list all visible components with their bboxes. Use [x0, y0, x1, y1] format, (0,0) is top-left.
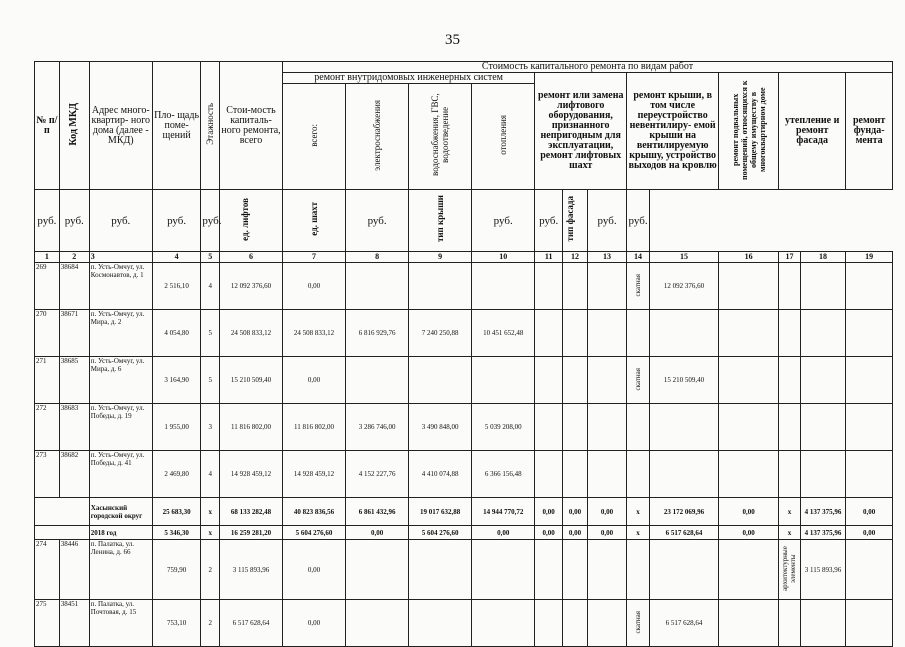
cell-l3 [587, 310, 626, 357]
cell-roof_type [627, 404, 650, 451]
unit-water: руб. [152, 190, 201, 252]
cell-l3 [587, 404, 626, 451]
cell-fac_type [779, 451, 801, 498]
header-total-cost: Стои-мость капиталь- ного ремонта, всего [219, 62, 282, 190]
total-el: 6 861 432,96 [346, 498, 409, 526]
cell-roof [649, 404, 718, 451]
cell-fnd [846, 404, 893, 451]
total-el: 0,00 [346, 526, 409, 540]
cell-fac_type [779, 404, 801, 451]
cell-addr: п. Усть-Омчуг, ул. Победы, д. 41 [89, 451, 152, 498]
header-elevator: ремонт или замена лифтового оборудования, признанного непригодным для эксплуатации, ремонт лифтовых шахт [535, 73, 627, 190]
total-l3: 0,00 [587, 498, 626, 526]
cell-area: 3 164,90 [152, 357, 201, 404]
cell-eng: 0,00 [283, 263, 346, 310]
cell-code: 38446 [59, 540, 89, 600]
header-code: Код МКД [59, 62, 89, 190]
cell-eng: 24 508 833,12 [283, 310, 346, 357]
cell-fnd [846, 310, 893, 357]
cell-wat [409, 600, 472, 647]
header-eng-total: всего: [283, 84, 346, 190]
cell-code: 38683 [59, 404, 89, 451]
cell-code: 38671 [59, 310, 89, 357]
table-row [35, 310, 893, 357]
col-num: 7 [283, 252, 346, 263]
unit-foundation: руб. [627, 190, 650, 252]
header-no: № п/ п [35, 62, 60, 190]
cell-total: 12 092 376,60 [219, 263, 282, 310]
cell-fac_type-text: архитектурные элементы [781, 545, 798, 591]
total-area: 5 346,30 [152, 526, 201, 540]
cell-fac [800, 451, 845, 498]
cell-heat: 10 451 652,48 [472, 310, 535, 357]
col-num: 17 [779, 252, 801, 263]
cell-wat [409, 540, 472, 600]
cell-eng: 11 816 802,00 [283, 404, 346, 451]
col-num: 8 [346, 252, 409, 263]
unit-total: руб. [35, 190, 60, 252]
cell-area: 1 955,00 [152, 404, 201, 451]
cell-el: 3 286 746,00 [346, 404, 409, 451]
cell-no: 271 [35, 357, 60, 404]
cell-floors: 5 [201, 310, 220, 357]
cell-fnd [846, 540, 893, 600]
table-row [35, 451, 893, 498]
cell-roof: 6 517 628,64 [649, 600, 718, 647]
cell-l1 [535, 451, 563, 498]
cell-heat [472, 263, 535, 310]
header-foundation: ремонт фунда- мента [846, 73, 893, 190]
cell-floors: 4 [201, 263, 220, 310]
total-roof: 6 517 628,64 [649, 526, 718, 540]
cell-base [719, 540, 779, 600]
cell-total: 11 816 802,00 [219, 404, 282, 451]
cell-area: 753,10 [152, 600, 201, 647]
cell-roof: 15 210 509,40 [649, 357, 718, 404]
header-roof: ремонт крыши, в том числе переустройство невентилиру- емой крыши на вентилируемую крышу, устройство выходов на кровлю [627, 73, 719, 190]
total-heat: 0,00 [472, 526, 535, 540]
col-num: 2 [59, 252, 89, 263]
page-number: 35 [445, 32, 460, 48]
cell-fnd [846, 600, 893, 647]
table-row [35, 600, 893, 647]
cell-heat [472, 357, 535, 404]
cell-addr: п. Палатка, ул. Ленина, д. 66 [89, 540, 152, 600]
col-num: 1 [35, 252, 60, 263]
cell-fac [800, 357, 845, 404]
cell-roof [649, 540, 718, 600]
total-l2: 0,00 [563, 526, 588, 540]
total-blank [35, 526, 90, 540]
cell-el: 4 152 227,76 [346, 451, 409, 498]
cell-el [346, 357, 409, 404]
cell-addr: п. Палатка, ул. Почтовая, д. 15 [89, 600, 152, 647]
unit-elevator: руб. [346, 190, 409, 252]
total-roof_type: x [627, 498, 650, 526]
cell-area: 2 469,80 [152, 451, 201, 498]
cell-fac: 3 115 893,96 [800, 540, 845, 600]
header-basement: ремонт подвальных помещений, относящихся к общему имуществу в многоквартирном доме [719, 73, 779, 190]
cell-roof_type [627, 451, 650, 498]
unit-basement: руб. [535, 190, 563, 252]
cell-l1 [535, 357, 563, 404]
total-floors: x [201, 498, 220, 526]
cell-addr: п. Усть-Омчуг, ул. Мира, д. 2 [89, 310, 152, 357]
col-num: 6 [219, 252, 282, 263]
total-label: 2018 год [89, 526, 152, 540]
table-row [35, 540, 893, 600]
col-num: 13 [587, 252, 626, 263]
cell-heat [472, 600, 535, 647]
total-heat: 14 944 770,72 [472, 498, 535, 526]
col-num: 18 [800, 252, 845, 263]
cell-eng: 0,00 [283, 357, 346, 404]
cell-roof_type [627, 540, 650, 600]
cell-no: 275 [35, 600, 60, 647]
col-num: 4 [152, 252, 201, 263]
header-facade: утепление и ремонт фасада [779, 73, 846, 190]
header-shaft-units: ед. шахт [283, 190, 346, 252]
cell-roof_type [627, 263, 650, 310]
cell-base [719, 263, 779, 310]
cell-base [719, 310, 779, 357]
cell-no: 274 [35, 540, 60, 600]
total-l1: 0,00 [535, 498, 563, 526]
total-total: 16 259 281,20 [219, 526, 282, 540]
capital-repair-table [34, 61, 893, 647]
header-engineering: ремонт внутридомовых инженерных систем [283, 73, 535, 84]
cell-fac [800, 263, 845, 310]
header-area: Пло- щадь поме- щений [152, 62, 201, 190]
cell-l3 [587, 540, 626, 600]
cell-l3 [587, 600, 626, 647]
cell-l1 [535, 263, 563, 310]
table-row [35, 263, 893, 310]
total-base: 0,00 [719, 498, 779, 526]
cell-l2 [563, 310, 588, 357]
total-wat: 5 604 276,60 [409, 526, 472, 540]
cell-roof_type-text: скатная [634, 367, 643, 391]
unit-roof: руб. [472, 190, 535, 252]
total-l1: 0,00 [535, 526, 563, 540]
cell-heat: 5 039 208,00 [472, 404, 535, 451]
total-eng: 40 823 836,56 [283, 498, 346, 526]
cell-roof: 12 092 376,60 [649, 263, 718, 310]
header-heating: отопления [472, 84, 535, 190]
cell-fnd [846, 451, 893, 498]
cell-wat: 4 410 074,88 [409, 451, 472, 498]
total-base: 0,00 [719, 526, 779, 540]
total-l2: 0,00 [563, 498, 588, 526]
cell-fac_type [779, 263, 801, 310]
col-num: 19 [846, 252, 893, 263]
col-num: 11 [535, 252, 563, 263]
header-elev-units: ед. лифтов [219, 190, 282, 252]
unit-electric: руб. [89, 190, 152, 252]
cell-floors: 2 [201, 600, 220, 647]
cell-l1 [535, 310, 563, 357]
total-row [35, 526, 893, 540]
col-num: 15 [649, 252, 718, 263]
col-num: 10 [472, 252, 535, 263]
col-num: 12 [563, 252, 588, 263]
cell-total: 6 517 628,64 [219, 600, 282, 647]
cell-fac [800, 310, 845, 357]
total-fac_type: x [779, 498, 801, 526]
header-cost-by-type: Стоимость капитального ремонта по видам работ [283, 62, 893, 73]
header-floors: Этажность [201, 62, 220, 190]
total-area: 25 683,30 [152, 498, 201, 526]
cell-el: 6 816 929,76 [346, 310, 409, 357]
cell-wat: 3 490 848,00 [409, 404, 472, 451]
cell-base [719, 404, 779, 451]
table-row [35, 357, 893, 404]
total-fnd: 0,00 [846, 526, 893, 540]
cell-area: 759,90 [152, 540, 201, 600]
cell-fac_type [779, 310, 801, 357]
cell-l2 [563, 263, 588, 310]
header-roof-type: тип крыши [409, 190, 472, 252]
cell-floors: 5 [201, 357, 220, 404]
cell-base [719, 600, 779, 647]
cell-fac [800, 600, 845, 647]
cell-addr: п. Усть-Омчуг, ул. Космонавтов, д. 1 [89, 263, 152, 310]
cell-roof_type-text: скатная [634, 273, 643, 297]
cell-area: 2 516,10 [152, 263, 201, 310]
cell-el [346, 600, 409, 647]
cell-fac_type [779, 540, 801, 600]
cell-l2 [563, 404, 588, 451]
cell-roof [649, 310, 718, 357]
cell-eng: 0,00 [283, 600, 346, 647]
cell-wat: 7 240 250,88 [409, 310, 472, 357]
cell-floors: 3 [201, 404, 220, 451]
total-roof: 23 172 069,96 [649, 498, 718, 526]
total-floors: x [201, 526, 220, 540]
cell-eng: 0,00 [283, 540, 346, 600]
cell-code: 38682 [59, 451, 89, 498]
cell-base [719, 451, 779, 498]
unit-heating: руб. [201, 190, 220, 252]
cell-total: 14 928 459,12 [219, 451, 282, 498]
col-num: 16 [719, 252, 779, 263]
col-num: 14 [627, 252, 650, 263]
cell-base [719, 357, 779, 404]
cell-l1 [535, 540, 563, 600]
cell-l1 [535, 600, 563, 647]
cell-floors: 2 [201, 540, 220, 600]
cell-fnd [846, 263, 893, 310]
cell-code: 38684 [59, 263, 89, 310]
cell-total: 24 508 833,12 [219, 310, 282, 357]
table-row [35, 404, 893, 451]
cell-roof [649, 451, 718, 498]
header-facade-type: тип фасада [563, 190, 588, 252]
unit-eng-total: руб. [59, 190, 89, 252]
unit-facade: руб. [587, 190, 626, 252]
column-numbers-row [35, 252, 893, 263]
total-roof_type: x [627, 526, 650, 540]
cell-eng: 14 928 459,12 [283, 451, 346, 498]
total-row [35, 498, 893, 526]
cell-roof_type [627, 357, 650, 404]
total-total: 68 133 282,48 [219, 498, 282, 526]
cell-wat [409, 357, 472, 404]
col-num: 5 [201, 252, 220, 263]
cell-el [346, 263, 409, 310]
total-wat: 19 017 632,88 [409, 498, 472, 526]
cell-no: 273 [35, 451, 60, 498]
cell-l3 [587, 451, 626, 498]
cell-addr: п. Усть-Омчуг, ул. Мира, д. 6 [89, 357, 152, 404]
cell-code: 38685 [59, 357, 89, 404]
cell-heat [472, 540, 535, 600]
cell-fac_type [779, 600, 801, 647]
cell-code: 38451 [59, 600, 89, 647]
cell-l2 [563, 540, 588, 600]
total-fac: 4 137 375,96 [800, 498, 845, 526]
cell-total: 3 115 893,96 [219, 540, 282, 600]
cell-roof_type-text: скатная [634, 610, 643, 634]
col-num: 9 [409, 252, 472, 263]
cell-l2 [563, 357, 588, 404]
header-address: Адрес много- квартир- ного дома (далее - МКД) [89, 62, 152, 190]
cell-no: 272 [35, 404, 60, 451]
total-eng: 5 604 276,60 [283, 526, 346, 540]
col-num: 3 [89, 252, 152, 263]
cell-area: 4 054,80 [152, 310, 201, 357]
cell-no: 270 [35, 310, 60, 357]
total-l3: 0,00 [587, 526, 626, 540]
cell-addr: п. Усть-Омчуг, ул. Победы, д. 19 [89, 404, 152, 451]
cell-fac [800, 404, 845, 451]
cell-l2 [563, 600, 588, 647]
cell-l3 [587, 263, 626, 310]
total-fac: 4 137 375,96 [800, 526, 845, 540]
cell-l3 [587, 357, 626, 404]
cell-el [346, 540, 409, 600]
cell-l2 [563, 451, 588, 498]
cell-heat: 6 366 156,48 [472, 451, 535, 498]
header-water: водоснабжения, ГВС, водоотведение [409, 84, 472, 190]
header-electric: электроснабжения [346, 84, 409, 190]
total-fnd: 0,00 [846, 498, 893, 526]
cell-total: 15 210 509,40 [219, 357, 282, 404]
total-blank [35, 498, 90, 526]
cell-roof_type [627, 600, 650, 647]
cell-roof_type [627, 310, 650, 357]
total-fac_type: x [779, 526, 801, 540]
cell-wat [409, 263, 472, 310]
cell-fnd [846, 357, 893, 404]
cell-l1 [535, 404, 563, 451]
cell-fac_type [779, 357, 801, 404]
cell-floors: 4 [201, 451, 220, 498]
cell-no: 269 [35, 263, 60, 310]
total-label: Хасынский городской округ [89, 498, 152, 526]
